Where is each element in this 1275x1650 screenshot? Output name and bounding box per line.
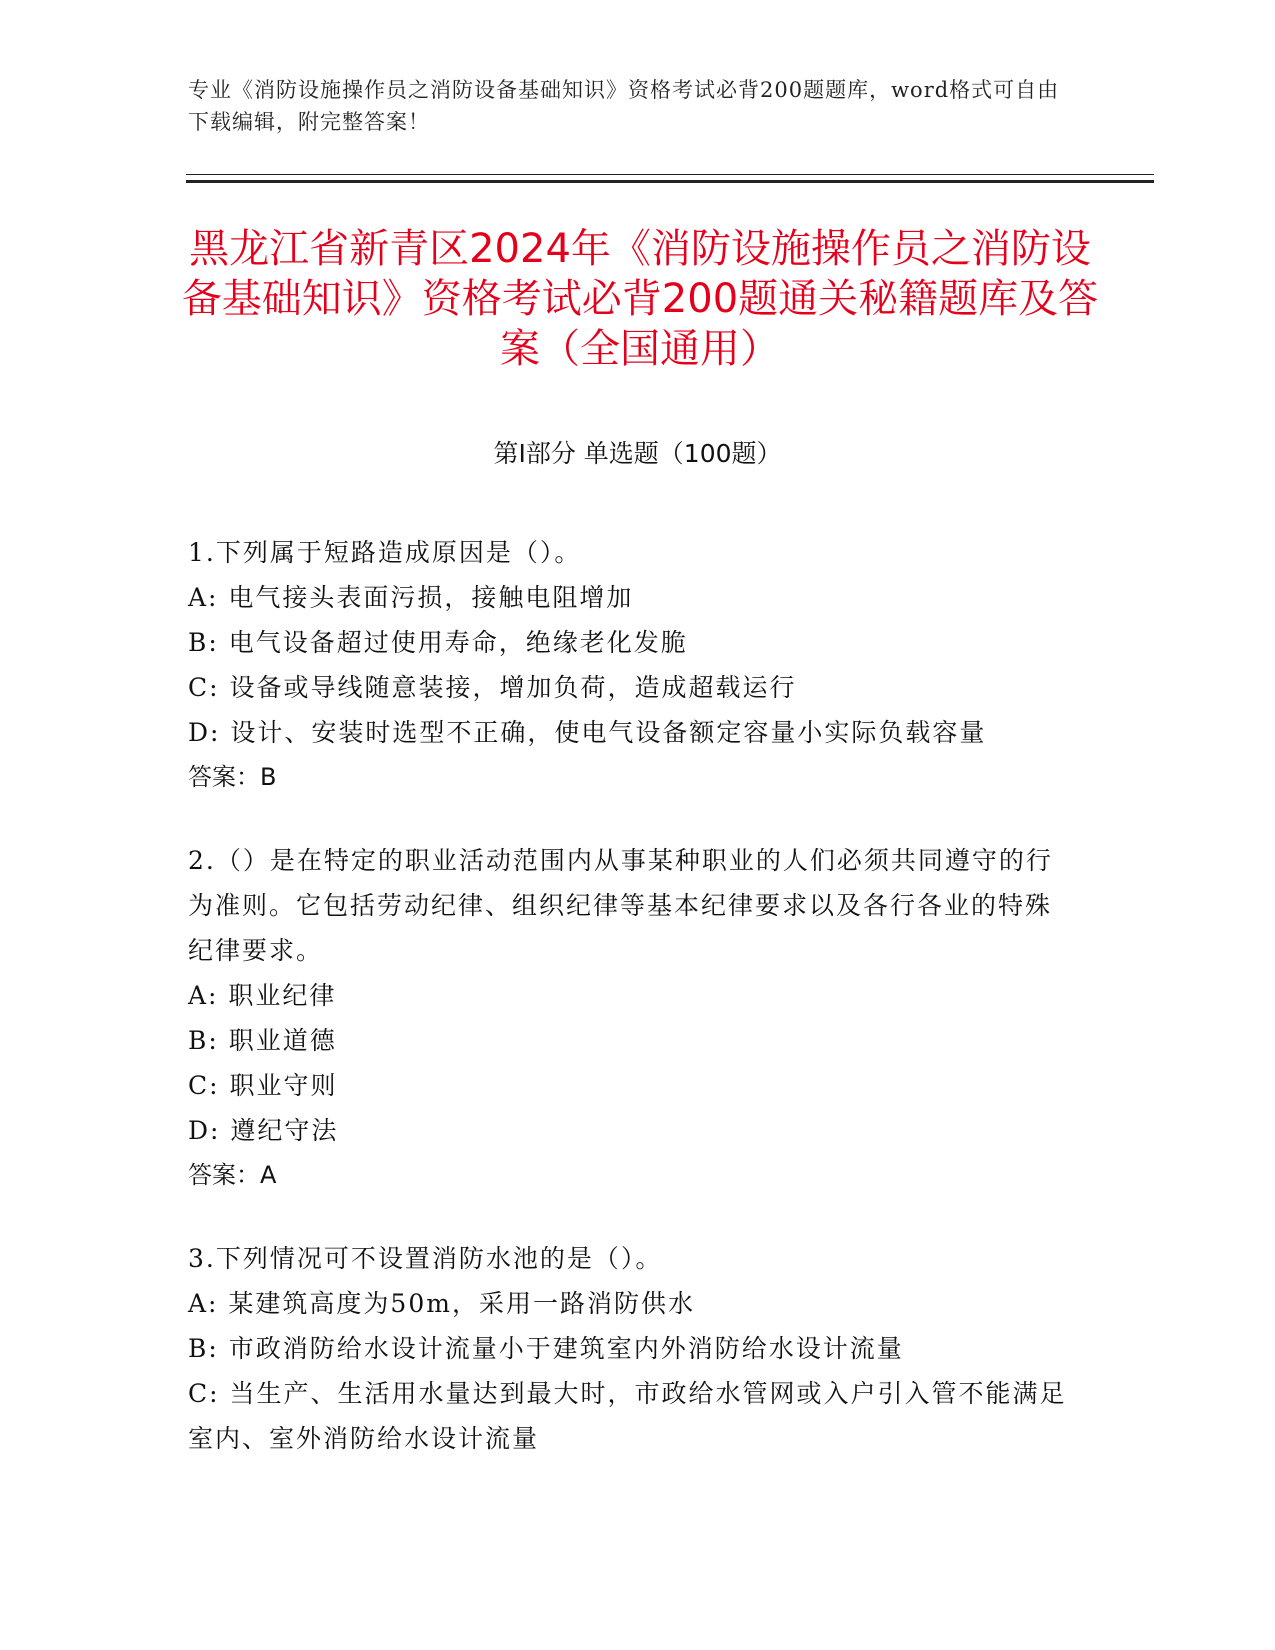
option-b: B: 电气设备超过使用寿命，绝缘老化发脆	[188, 628, 688, 657]
option-c: C: 设备或导线随意装接，增加负荷，造成超载运行	[188, 673, 797, 702]
option-c: C: 职业守则	[188, 1071, 338, 1100]
option-a: A: 电气接头表面污损，接触电阻增加	[188, 583, 634, 612]
answer-line: 答案：B	[188, 763, 277, 791]
section-heading: 第Ⅰ部分 单选题（100题）	[493, 439, 782, 468]
question-list	[188, 530, 1068, 1499]
option-d: D: 遵纪守法	[188, 1116, 339, 1145]
option-b: B: 职业道德	[188, 1026, 337, 1055]
option-b: B: 市政消防给水设计流量小于建筑室内外消防给水设计流量	[188, 1334, 904, 1363]
question-1	[188, 530, 1068, 800]
option-a: A: 某建筑高度为50m，采用一路消防供水	[188, 1289, 695, 1318]
header-note: 专业《消防设施操作员之消防设备基础知识》资格考试必背200题题库，word格式可自由下载编辑，附完整答案！	[188, 78, 1060, 134]
question-stem: 3.下列情况可不设置消防水池的是（）。	[188, 1244, 663, 1273]
option-c: C: 当生产、生活用水量达到最大时，市政给水管网或入户引入管不能满足室内、室外消防给水设计流量	[188, 1379, 1067, 1453]
question-stem: 2.（）是在特定的职业活动范围内从事某种职业的人们必须共同遵守的行为准则。它包括劳动纪律、组织纪律等基本纪律要求以及各行各业的特殊纪律要求。	[188, 846, 1053, 965]
option-a: A: 职业纪律	[188, 981, 337, 1010]
question-3	[188, 1236, 1068, 1461]
header-divider-thin	[186, 174, 1154, 175]
header-divider-thick	[186, 180, 1154, 183]
answer-line: 答案：A	[188, 1161, 277, 1189]
document-title: 黑龙江省新青区2024年《消防设施操作员之消防设备基础知识》资格考试必背200题通关秘籍题库及答案（全国通用）	[181, 226, 1099, 372]
option-d: D: 设计、安装时选型不正确，使电气设备额定容量小实际负载容量	[188, 718, 987, 747]
question-2	[188, 838, 1068, 1198]
question-stem: 1.下列属于短路造成原因是（）。	[188, 538, 582, 567]
